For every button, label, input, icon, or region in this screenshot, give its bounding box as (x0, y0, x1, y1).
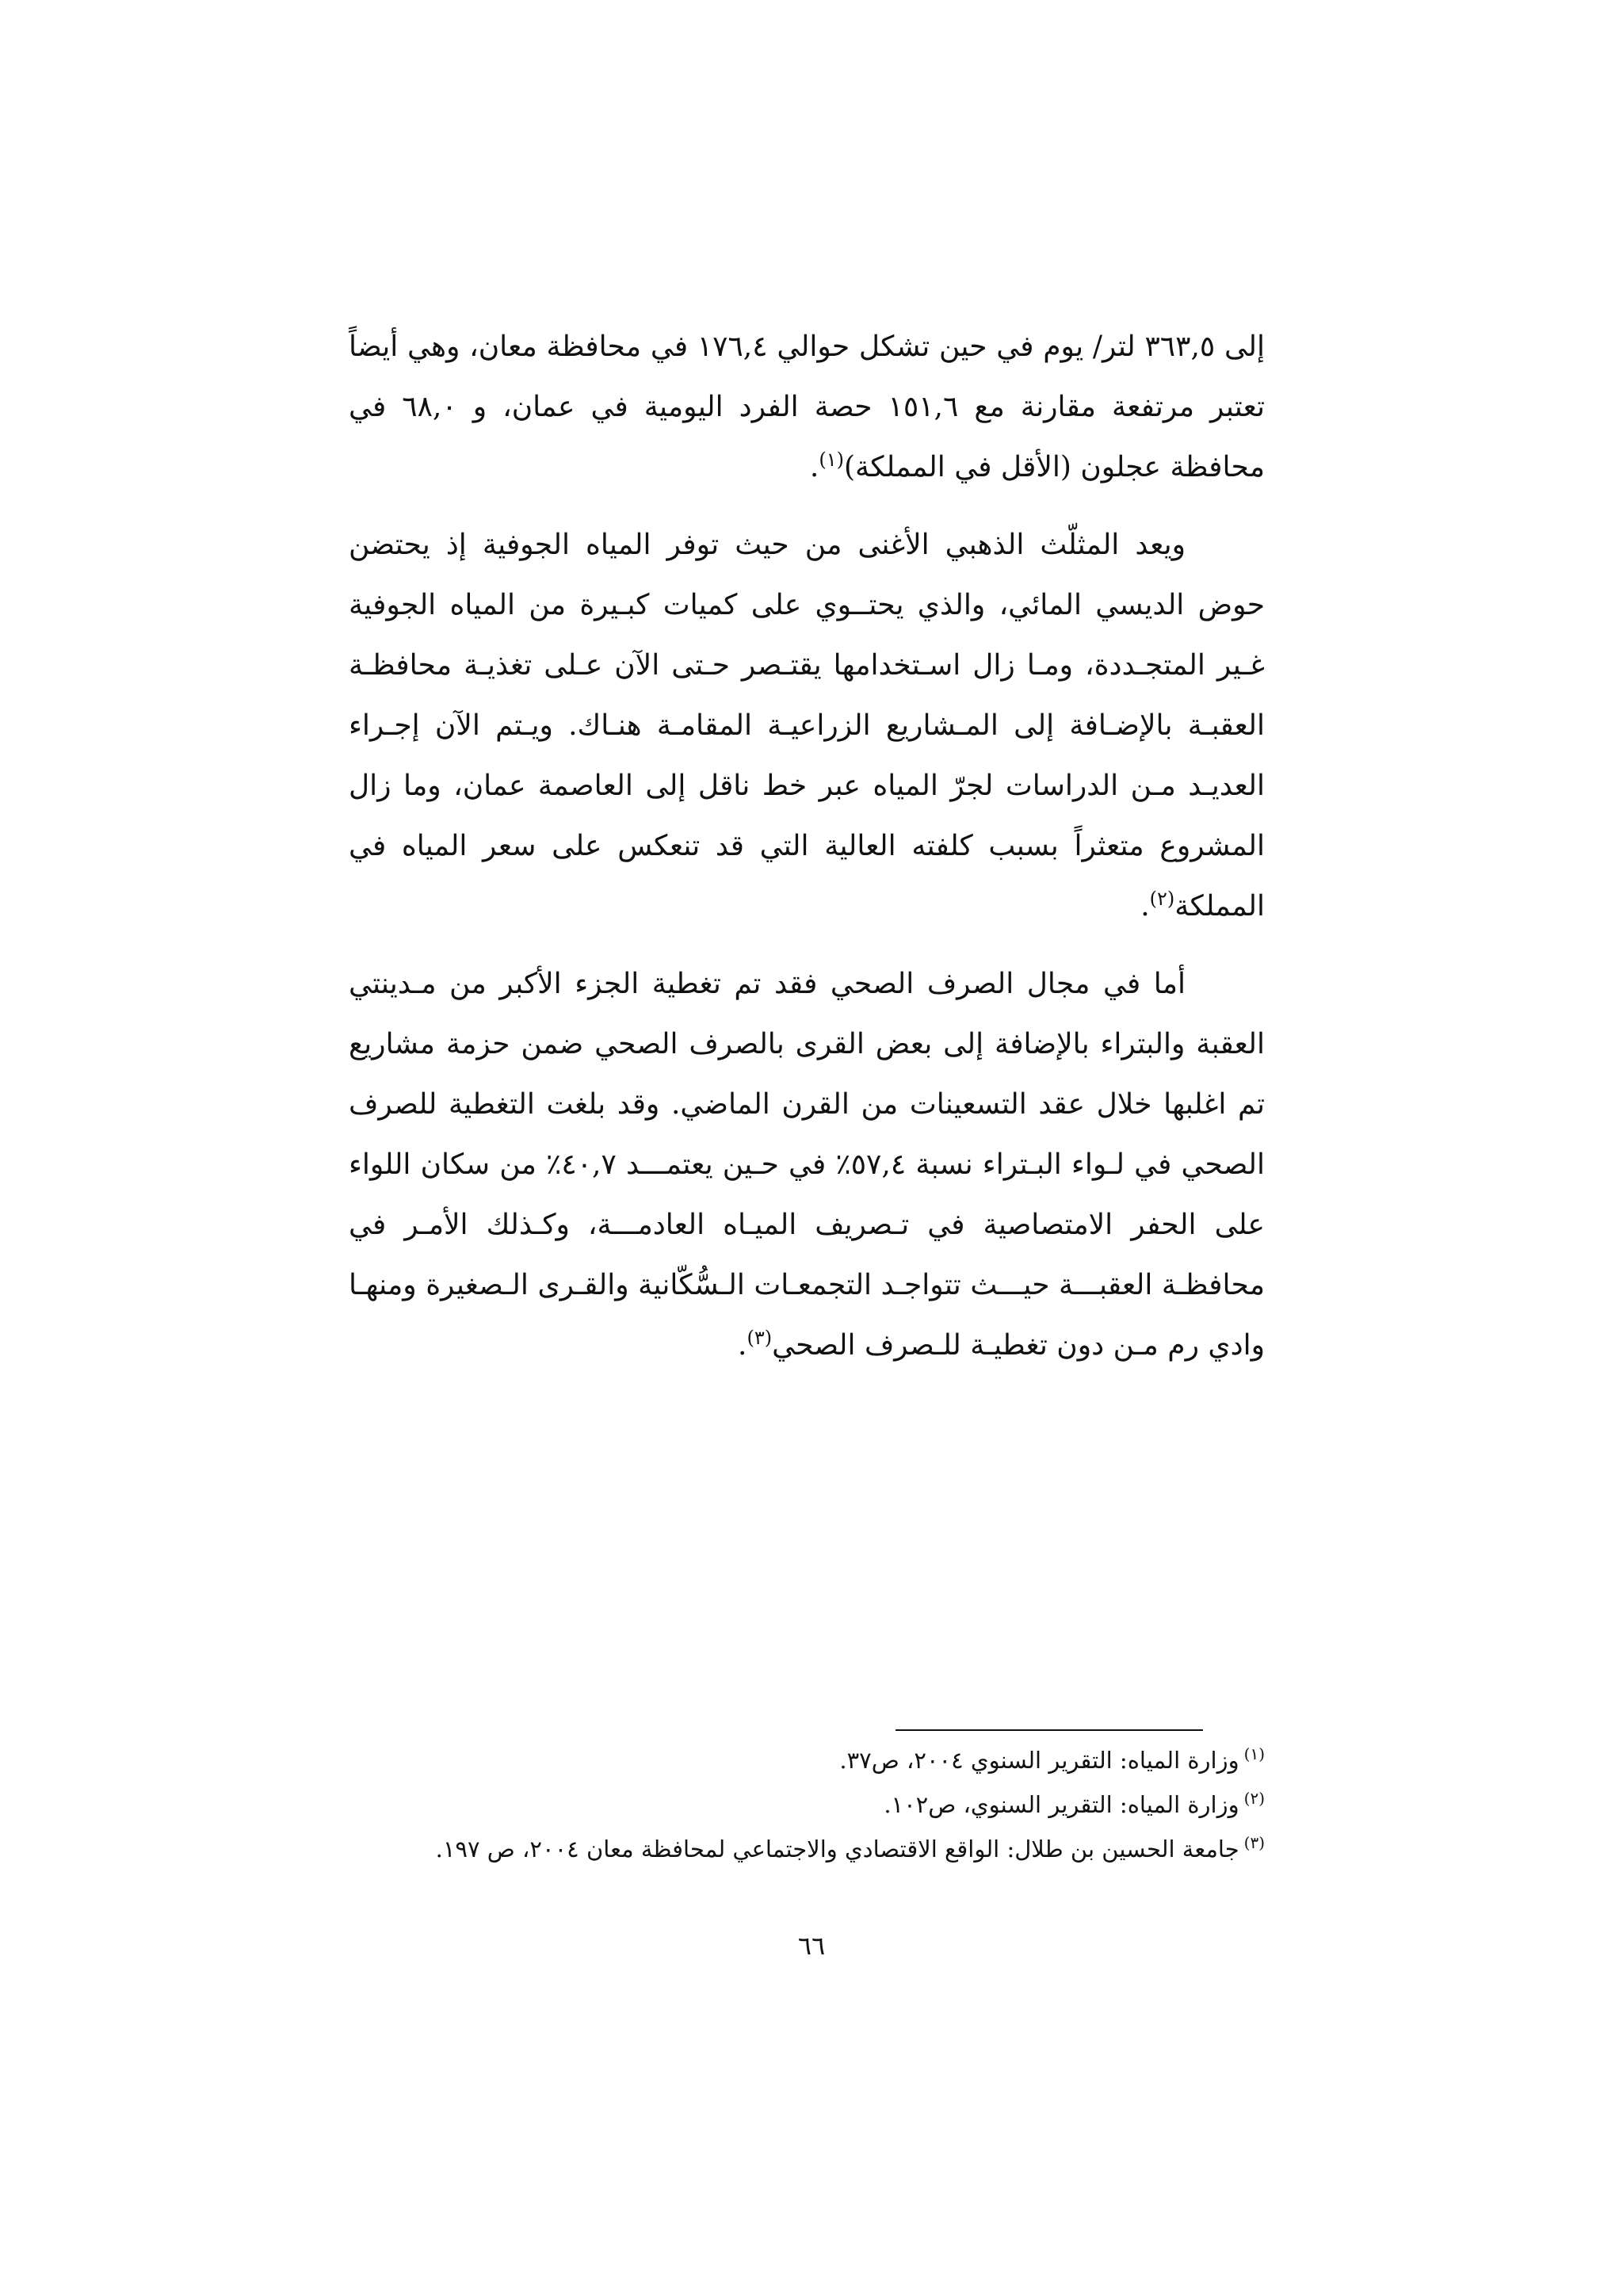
body-text (349, 317, 1265, 1393)
footnote-2 (349, 1785, 1265, 1824)
footnote-text: وزارة المياه: التقرير السنوي، ص١٠٢. (884, 1791, 1239, 1818)
footnote-3 (349, 1829, 1265, 1869)
paragraph-1-text: إلى ٣٦٣,٥ لتر/ يوم في حين تشكل حوالي ١٧٦,٤ في محافظة معان، وهي أيضاً تعتبر مرتفعة مقارنة مع ١٥١,٦ حصة الفرد اليومية في عمان، و ٦٨,٠ في محافظة عجلون (الأقل في المملكة) (349, 330, 1266, 483)
footnote-1 (349, 1740, 1265, 1780)
footnotes-list (349, 1740, 1265, 1874)
footnote-ref-2[interactable]: (٢) (1149, 888, 1175, 910)
footnote-number: (٢) (1243, 1789, 1265, 1809)
paragraph-1-end: . (809, 451, 819, 483)
paragraph-3-end: . (737, 1329, 747, 1362)
footnote-text: جامعة الحسين بن طلال: الواقع الاقتصادي والاجتماعي لمحافظة معان ٢٠٠٤، ص ١٩٧. (435, 1836, 1239, 1862)
paragraph-3 (349, 954, 1265, 1376)
footnote-separator (896, 1729, 1203, 1731)
footnote-number: (١) (1243, 1744, 1265, 1764)
paragraph-2-text: ويعد المثلّث الذهبي الأغنى من حيث توفر المياه الجوفية إذ يحتضن حوض الديسي المائي، والذي يحتــوي على كميات كبـيرة من المياه الجوفية غـير المتجـددة، ومـا زال اسـتخدامها يقتـصر حـتى الآن عـلى تغذيـة محافظـة العقبـة بالإضـافة إلى المـشاريع الزراعيـة المقامـة هنـاك. ويـتم الآن إجـراء العديـد مـن الدراسات لجرّ المياه عبر خط ناقل إلى العاصمة عمان، وما زال المشروع متعثراً بسبب كلفته العالية التي قد تنعكس على سعر المياه في المملكة (349, 529, 1265, 923)
footnote-ref-3[interactable]: (٣) (747, 1327, 773, 1349)
footnote-number: (٣) (1243, 1833, 1265, 1853)
paragraph-3-text: أما في مجال الصرف الصحي فقد تم تغطية الجزء الأكبر من مـدينتي العقبة والبتراء بالإضافة إلى بعض القرى بالصرف الصحي ضمن حزمة مشاريع تم اغلبها خلال عقد التسعينات من القرن الماضي. وقد بلغت التغطية للصرف الصحي في لـواء البـتراء نسبة ٥٧,٤٪ في حـين يعتمـــد ٤٠,٧٪ من سكان اللواء على الحفر الامتصاصية في تـصريف الميـاه العادمـــة، وكـذلك الأمـر في محافظـة العقبـــة حيـــث تتواجـد التجمعـات الـسُّكّانية والقـرى الـصغيرة ومنهـا وادي رم مـن دون تغطيـة للـصرف الصحي (349, 968, 1265, 1362)
paragraph-2-end: . (1140, 890, 1150, 923)
paragraph-2 (349, 515, 1265, 937)
footnote-ref-1[interactable]: (١) (819, 449, 845, 471)
paragraph-1 (349, 317, 1265, 498)
footnote-text: وزارة المياه: التقرير السنوي ٢٠٠٤، ص٣٧. (839, 1747, 1239, 1774)
page-number: ٦٦ (797, 1931, 826, 1961)
